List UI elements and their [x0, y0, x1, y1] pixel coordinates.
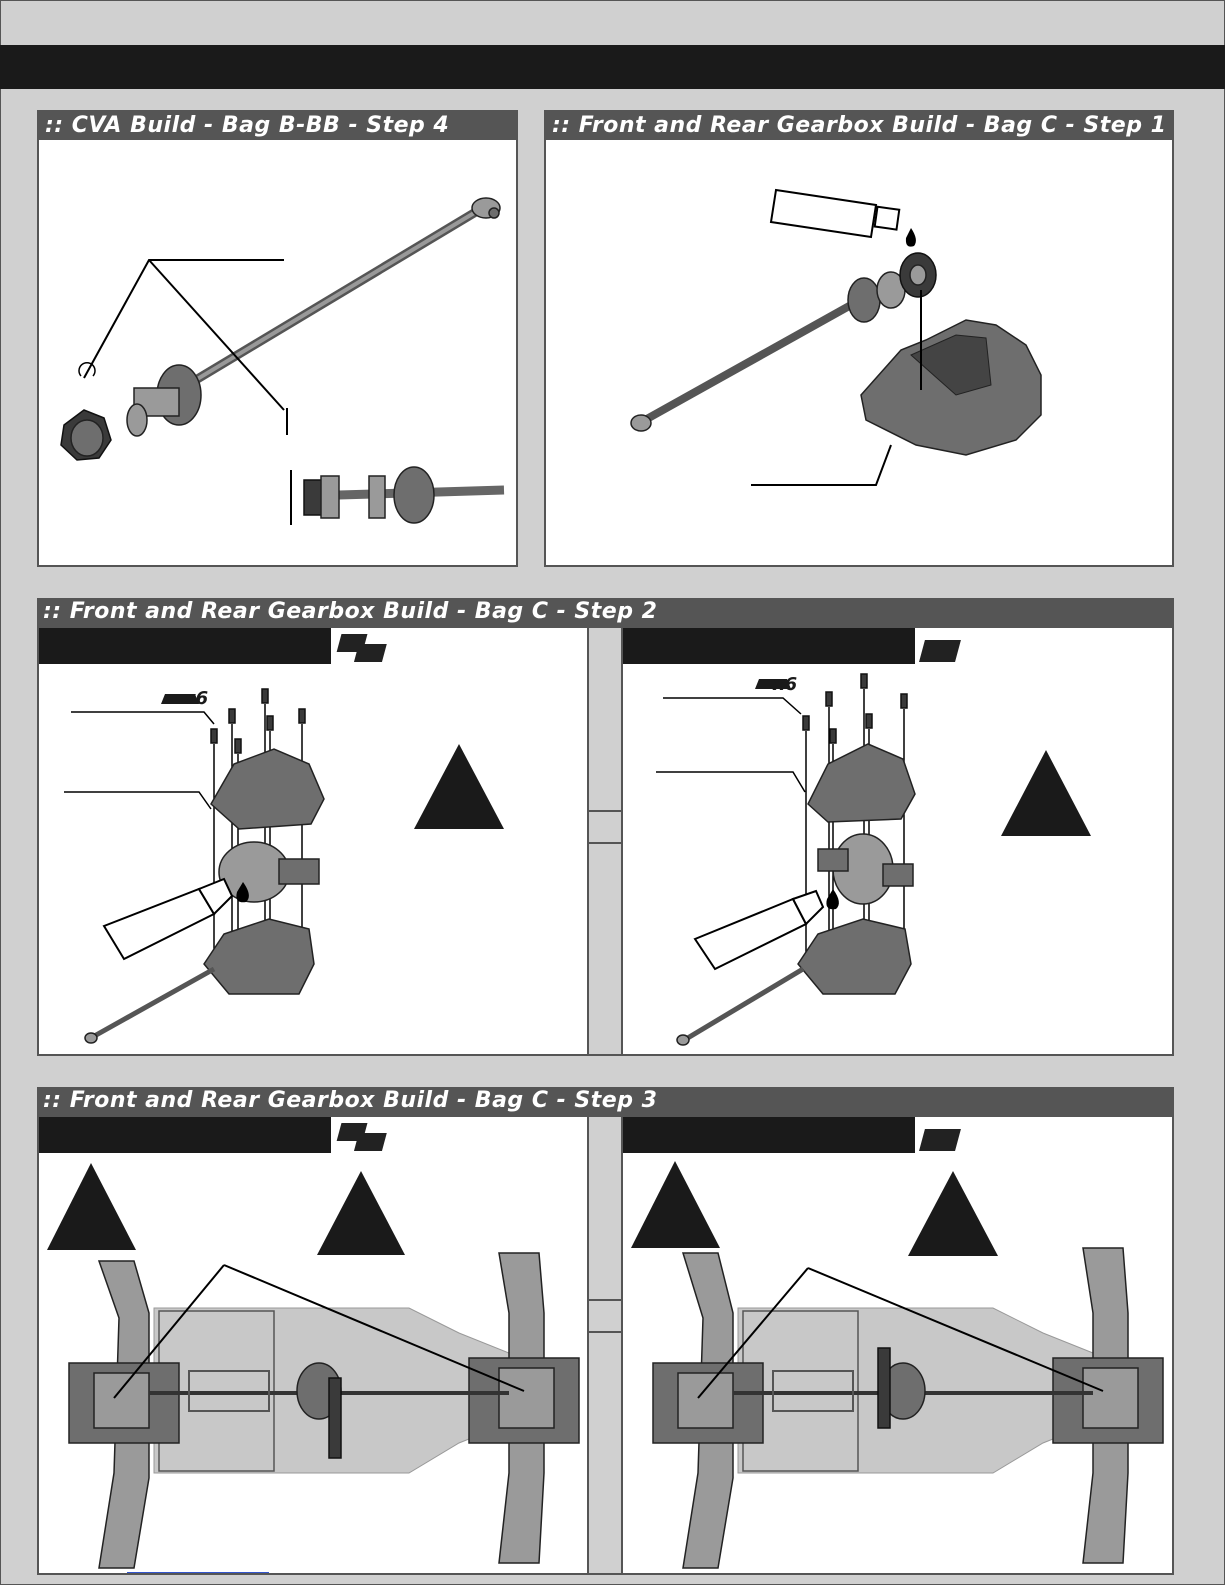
rear-suspension [1053, 1248, 1163, 1563]
warning-triangle-icon [47, 1163, 136, 1250]
qty-label [161, 688, 208, 709]
front-suspension [69, 1261, 179, 1568]
gearbox-step2-title: :: Front and Rear Gearbox Build - Bag C - Step 2 [37, 598, 1174, 626]
step3-left-label-bar [39, 1117, 331, 1153]
gearbox-housing [798, 919, 911, 994]
drop-icon [906, 228, 916, 247]
gearbox-housing [861, 290, 1041, 455]
qty-label [755, 674, 797, 695]
warning-triangle-icon [631, 1161, 720, 1248]
warning-triangle-icon [317, 1171, 405, 1255]
warning-triangle-icon [908, 1171, 998, 1256]
ring-gear-icon [900, 253, 936, 297]
warning-triangle-icon [414, 744, 504, 829]
step2-left-illustration [39, 664, 585, 1054]
step3-right-chassis-illustration [623, 1153, 1169, 1571]
front-suspension [653, 1253, 763, 1568]
gearbox-step1-title: :: Front and Rear Gearbox Build - Bag C - Step 1 [546, 112, 1172, 140]
svg-text:x6: x6 [773, 674, 798, 695]
grease-tube-icon [104, 879, 232, 959]
gearbox-cover [808, 744, 915, 822]
warning-triangle-icon [1001, 750, 1091, 836]
bag-icon [340, 632, 402, 668]
step3-right-label-bar [623, 1117, 915, 1153]
cva-illustration [39, 140, 516, 565]
detail-shaft [291, 467, 504, 525]
screw-icon [211, 689, 305, 753]
gearbox-step3-title: :: Front and Rear Gearbox Build - Bag C - Step 3 [37, 1087, 1174, 1115]
screw-icon [803, 674, 907, 743]
pinion-gear-icon [61, 410, 111, 460]
step2-divider-lower [587, 842, 624, 1056]
step3-left-chassis-illustration [39, 1153, 585, 1571]
step3-divider-lower [587, 1331, 624, 1575]
step2-divider-upper [587, 626, 624, 812]
gearbox-step1-illustration [546, 140, 1172, 565]
callout-line [84, 260, 284, 378]
cva-step4-title: :: CVA Build - Bag B-BB - Step 4 [39, 112, 516, 140]
step2-right-label-bar [623, 628, 915, 664]
step3-divider-upper [587, 1115, 624, 1301]
bag-icon [340, 1121, 402, 1157]
gearbox-cover [211, 749, 324, 829]
callout-line [751, 445, 891, 485]
header-band [0, 45, 1225, 89]
svg-text:x6: x6 [184, 688, 209, 709]
grease-tube-icon [771, 190, 899, 237]
step2-right-illustration [623, 664, 1169, 1054]
gearbox-housing [204, 919, 314, 994]
footer-link-underline[interactable] [127, 1572, 269, 1573]
step2-left-label-bar [39, 628, 331, 664]
rear-suspension [469, 1253, 579, 1563]
